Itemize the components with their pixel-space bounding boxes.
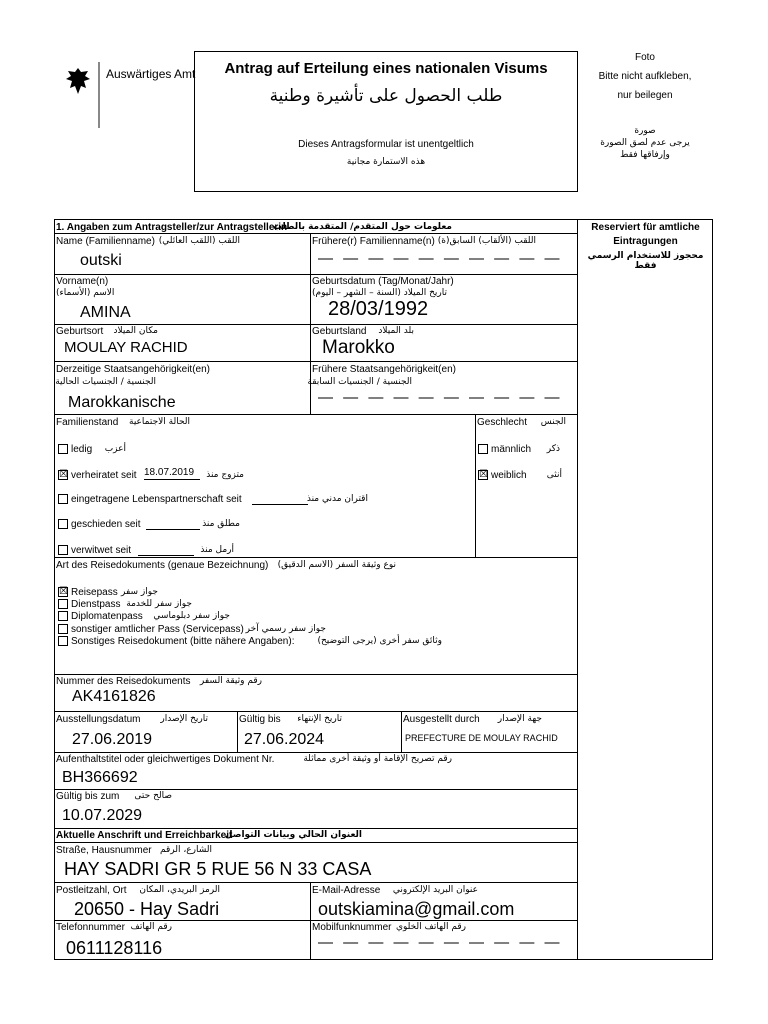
surname-label: Name (Familienname) [56, 236, 155, 247]
reserved-ar: محجوز للاستخدام الرسمي فقط [587, 251, 704, 271]
rule [54, 557, 577, 558]
photo-ar-3: وإرفاقها فقط [620, 150, 670, 160]
other-checkbox[interactable] [58, 636, 68, 646]
pob-label: Geburtsort [56, 326, 104, 337]
postal-label: Postleitzahl, Ort [56, 885, 127, 896]
former-label: Frühere(r) Familienname(n) [312, 236, 435, 247]
issue-value[interactable]: 27.06.2019 [72, 731, 153, 748]
rule [54, 842, 577, 843]
phone-value[interactable]: 0611128116 [66, 938, 163, 958]
widowed-line [138, 555, 194, 556]
passport-ar: جواز سفر [121, 587, 158, 597]
female-checkbox[interactable]: ☒ [479, 469, 488, 480]
rule [54, 882, 577, 883]
former-value[interactable]: — — — — — — — — — — [318, 250, 563, 267]
permit-label: Aufenthaltstitel oder gleichwertiges Dokument Nr. [56, 754, 275, 765]
dob-ar: تاريخ الميلاد (السنة – الشهر – اليوم) [312, 288, 448, 298]
col-divider [401, 711, 402, 752]
col-divider [310, 882, 311, 960]
rule [54, 233, 577, 234]
pob-ar: مكان الميلاد [113, 326, 158, 336]
mobile-value[interactable]: — — — — — — — — — — [318, 934, 563, 951]
given-label: Vorname(n) [56, 276, 109, 287]
service-label: Dienstpass [71, 599, 121, 610]
ministry-name: Auswärtiges Amt [106, 67, 196, 81]
given-value[interactable]: AMINA [80, 304, 131, 321]
diplomatic-label: Diplomatenpass [71, 611, 143, 622]
cob-label: Geburtsland [312, 326, 367, 337]
rule [54, 920, 577, 921]
photo-ar-1: صورة [634, 126, 656, 136]
reserved-1: Reserviert für amtliche [591, 222, 700, 233]
married-line [144, 479, 200, 480]
issuer-ar: جهة الإصدار [497, 714, 542, 724]
widowed-label: verwitwet seit [71, 545, 132, 556]
dob-label: Geburtsdatum (Tag/Monat/Jahr) [312, 276, 454, 287]
docs-label: Art des Reisedokuments (genaue Bezeichnung) [56, 560, 269, 571]
marital-label: Familienstand [56, 417, 119, 428]
issue-ar: تاريخ الإصدار [160, 714, 208, 724]
section1-title-ar: معلومات حول المتقدم/ المتقدمة بالطلب [272, 222, 452, 232]
cob-value[interactable]: Marokko [322, 337, 395, 358]
other-ar: وثائق سفر أخرى (يرجى التوضيح) [317, 636, 442, 646]
service-checkbox[interactable] [58, 599, 68, 609]
dob-value[interactable]: 28/03/1992 [328, 298, 429, 320]
surname-value[interactable]: outski [80, 252, 122, 269]
photo-line-1: Foto [634, 52, 655, 63]
diplomatic-ar: جواز سفر دبلوماسي [153, 611, 230, 621]
permit-valid-label: Gültig bis zum [56, 791, 120, 802]
widowed-checkbox[interactable] [58, 545, 68, 555]
partner-line [252, 504, 308, 505]
docnum-label: Nummer des Reisedokuments [56, 676, 191, 687]
nat-value[interactable]: Marokkanische [68, 394, 176, 411]
photo-line-3: nur beilegen [617, 90, 673, 101]
rule [54, 828, 577, 829]
permit-ar: رقم تصريح الإقامة أو وثيقة أخرى مماثلة [303, 754, 452, 764]
rule [54, 752, 577, 753]
title-ar: طلب الحصول على تأشيرة وطنية [269, 86, 503, 106]
mobile-ar: رقم الهاتف الخلوي [395, 922, 466, 932]
permit-value[interactable]: BH366692 [62, 769, 138, 786]
partner-label: eingetragene Lebenspartnerschaft seit [71, 494, 242, 505]
gender-label-ar: الجنس [540, 417, 566, 427]
email-value[interactable]: outskiamina@gmail.com [318, 899, 515, 919]
partner-ar: اقتران مدني منذ [306, 494, 368, 504]
reserved-2: Eintragungen [613, 236, 678, 247]
issuer-label: Ausgestellt durch [403, 714, 480, 725]
phone-ar: رقم الهاتف [130, 922, 172, 932]
free-de: Dieses Antragsformular ist unentgeltlich [298, 139, 474, 150]
nat-ar: الجنسية / الجنسيات الحالية [55, 377, 156, 387]
divorced-checkbox[interactable] [58, 519, 68, 529]
permit-valid-ar: صالح حتى [134, 791, 172, 801]
gender-label: Geschlecht [477, 417, 528, 428]
prevnat-ar: الجنسية / الجنسيات السابقة [307, 377, 412, 387]
female-label: weiblich [491, 470, 527, 481]
passport-label: Reisepass [71, 587, 118, 598]
email-ar: عنوان البريد الإلكتروني [392, 885, 478, 895]
street-ar: الشارع، الرقم [160, 845, 212, 855]
address-section-label: Aktuelle Anschrift und Erreichbarkeit [56, 830, 233, 841]
single-label: ledig [71, 444, 93, 455]
diplomatic-checkbox[interactable] [58, 611, 68, 621]
photo-ar-2: يرجى عدم لصق الصورة [600, 138, 690, 148]
prevnat-value[interactable]: — — — — — — — — — — [318, 389, 563, 406]
valid-label: Gültig bis [239, 714, 281, 725]
mobile-label: Mobilfunknummer [312, 922, 392, 933]
service-ar: جواز سفر للخدمة [126, 599, 192, 609]
rule [54, 789, 577, 790]
section1-title: 1. Angaben zum Antragsteller/zur Antragstellerin [56, 222, 288, 233]
side-divider [577, 219, 578, 960]
official-label: sonstiger amtlicher Pass (Servicepass) [71, 624, 244, 635]
phone-label: Telefonnummer [56, 922, 125, 933]
rule [54, 274, 577, 275]
pob-value[interactable]: MOULAY RACHID [64, 339, 188, 356]
docs-label-ar: نوع وثيقة السفر (الاسم الدقيق) [277, 560, 396, 570]
single-ar: أعزب [104, 444, 126, 454]
photo-line-2: Bitte nicht aufkleben, [598, 71, 692, 82]
rule [54, 324, 577, 325]
divorced-line [146, 529, 200, 530]
valid-value[interactable]: 27.06.2024 [244, 731, 325, 748]
married-date[interactable]: 18.07.2019 [144, 467, 195, 478]
issuer-value[interactable]: PREFECTURE DE MOULAY RACHID [405, 733, 558, 743]
rule [54, 414, 577, 415]
col-divider [237, 711, 238, 752]
cob-ar: بلد الميلاد [378, 326, 414, 336]
female-ar: أنثى [546, 470, 562, 480]
free-ar: هذه الاستمارة مجانية [346, 157, 426, 167]
docnum-ar: رقم وثيقة السفر [199, 676, 262, 686]
married-checkbox[interactable]: ☒ [59, 469, 68, 480]
valid-ar: تاريخ الإنتهاء [297, 714, 342, 724]
logo-bar [98, 62, 100, 128]
street-label: Straße, Hausnummer [56, 845, 152, 856]
official-checkbox[interactable] [58, 624, 68, 634]
rule [54, 711, 577, 712]
rule [54, 674, 577, 675]
issue-label: Ausstellungsdatum [56, 714, 141, 725]
prevnat-label: Frühere Staatsangehörigkeit(en) [312, 364, 456, 375]
male-checkbox[interactable] [478, 444, 488, 454]
other-label: Sonstiges Reisedokument (bitte nähere Angaben): [71, 636, 295, 647]
male-label: männlich [491, 444, 532, 455]
male-ar: ذكر [546, 444, 560, 454]
eagle-logo-icon [64, 66, 92, 98]
rule [54, 361, 577, 362]
married-ar: متزوج منذ [206, 470, 244, 480]
official-ar: جواز سفر رسمي آخر [245, 624, 326, 634]
divorced-ar: مطلق منذ [202, 519, 240, 529]
former-ar: اللقب (الألقاب) السابق(ة) [437, 236, 536, 246]
nat-label: Derzeitige Staatsangehörigkeit(en) [56, 364, 210, 375]
passport-checkbox[interactable]: ☒ [59, 586, 68, 597]
postal-ar: الرمز البريدي، المكان [139, 885, 220, 895]
postal-value[interactable]: 20650 - Hay Sadri [74, 899, 220, 919]
title-de: Antrag auf Erteilung eines nationalen Visums [224, 60, 548, 77]
single-checkbox[interactable] [58, 444, 68, 454]
email-label: E-Mail-Adresse [312, 885, 381, 896]
given-ar: الاسم (الأسماء) [56, 288, 115, 298]
street-value[interactable]: HAY SADRI GR 5 RUE 56 N 33 CASA [64, 859, 372, 879]
surname-ar: اللقب (اللقب العائلي) [158, 236, 240, 246]
col-divider [475, 414, 476, 557]
docnum-value[interactable]: AK4161826 [72, 688, 156, 705]
permit-valid-value[interactable]: 10.07.2029 [62, 807, 143, 824]
widowed-ar: أرمل منذ [200, 545, 234, 555]
address-section-ar: العنوان الحالي وبيانات التواصل [224, 830, 362, 840]
married-label: verheiratet seit [71, 470, 137, 481]
marital-label-ar: الحالة الاجتماعية [129, 417, 190, 427]
divorced-label: geschieden seit [71, 519, 141, 530]
partner-checkbox[interactable] [58, 494, 68, 504]
